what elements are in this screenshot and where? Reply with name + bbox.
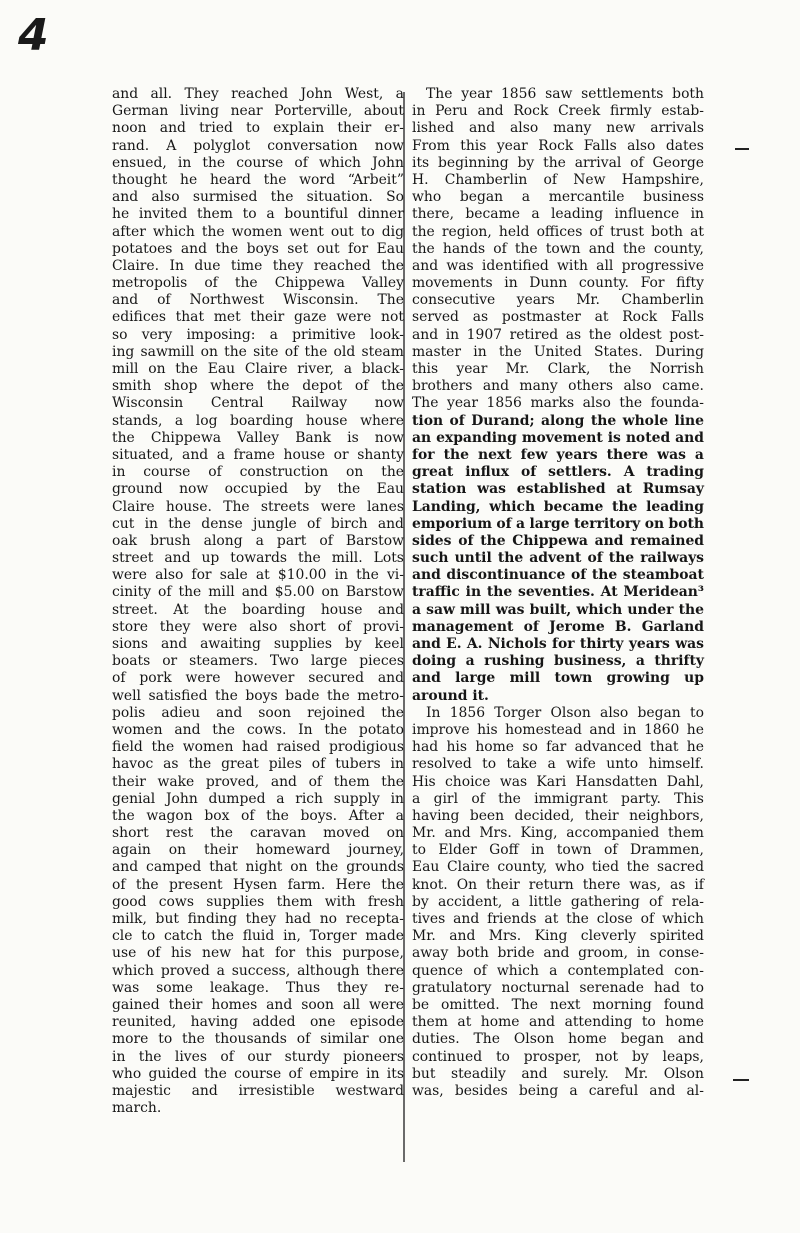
text-line: Mr. and Mrs. King cleverly spirited — [412, 928, 704, 945]
text-line: The year 1856 saw settlements both — [426, 86, 704, 102]
text-line: and was identified with all progressive — [412, 257, 704, 274]
text-line: short rest the caravan moved on — [112, 825, 404, 842]
text-line: having been decided, their neighbors, — [412, 807, 704, 824]
text-line: around it. — [412, 687, 489, 704]
text-line: by accident, a little gathering of rela- — [412, 893, 704, 910]
text-line: management of Jerome B. Garland — [412, 618, 704, 635]
text-line: of pork were however secured and — [112, 670, 404, 687]
text-line: use of his new hat for this purpose, — [112, 945, 404, 962]
text-line: more to the thousands of similar one — [112, 1031, 404, 1048]
text-line: From this year Rock Falls also dates — [412, 137, 704, 154]
text-line: station was established at Rumsay — [412, 481, 704, 498]
text-line: an expanding movement is noted and — [412, 429, 704, 446]
text-line: Claire. In due time they reached the — [112, 257, 404, 274]
text-line: and E. A. Nichols for thirty years was — [412, 636, 704, 652]
text-line: and all. They reached John West, a — [112, 86, 404, 102]
text-line: rand. A polyglot conversation now — [112, 137, 404, 154]
text-line: away both bride and groom, in conse- — [412, 945, 704, 962]
text-line: in the lives of our sturdy pioneers — [112, 1048, 404, 1065]
left-column — [112, 86, 404, 1117]
text-line: traffic in the seventies. At Meridean³ — [412, 584, 704, 601]
text-line: but steadily and surely. Mr. Olson — [412, 1065, 704, 1082]
text-line: in course of construction on the — [112, 464, 404, 481]
text-line: was, besides being a careful and al- — [412, 1082, 704, 1099]
text-line: there, became a leading influence in — [412, 206, 704, 223]
text-line: had his home so far advanced that he — [412, 739, 704, 756]
text-line: gained their homes and soon all were — [112, 996, 404, 1013]
text-line: street and up towards the mill. Lots — [112, 550, 404, 567]
text-line: the hands of the town and the county, — [412, 240, 704, 257]
text-line: knot. On their return there was, as if — [412, 876, 704, 893]
text-line: ing sawmill on the site of the old steam — [112, 343, 404, 360]
text-line: field the women had raised prodigious — [112, 739, 404, 756]
text-line: the wagon box of the boys. After a — [112, 807, 404, 824]
text-line: and discontinuance of the steamboat — [412, 567, 704, 584]
text-line: in Peru and Rock Creek firmly estab- — [412, 103, 704, 120]
text-line: be omitted. The next morning found — [412, 996, 704, 1013]
text-line: movements in Dunn county. For fifty — [412, 275, 704, 292]
text-line: potatoes and the boys set out for Eau — [112, 240, 404, 257]
text-line: so very imposing: a primitive look- — [112, 326, 404, 343]
text-line: he invited them to a bountiful dinner — [112, 206, 404, 223]
text-line: oak brush along a part of Barstow — [112, 532, 404, 549]
text-line: well satisfied the boys bade the metro- — [112, 687, 404, 704]
text-line: lished and also many new arrivals — [412, 120, 704, 137]
text-line: ground now occupied by the Eau — [112, 481, 404, 498]
margin-mark — [733, 1079, 749, 1081]
text-line: who guided the course of empire in its — [112, 1065, 404, 1082]
text-line: thought he heard the word “Arbeit” — [112, 171, 404, 188]
text-line: metropolis of the Chippewa Valley — [112, 275, 404, 292]
text-line: and of Northwest Wisconsin. The — [112, 292, 404, 309]
text-line: polis adieu and soon rejoined the — [112, 704, 404, 721]
text-line: milk, but finding they had no recepta- — [112, 911, 404, 927]
text-line: the region, held offices of trust both at — [412, 223, 704, 240]
text-line: doing a rushing business, a thrifty — [412, 653, 704, 670]
text-line: brothers and many others also came. — [412, 378, 704, 395]
text-line: again on their homeward journey, — [112, 842, 404, 859]
text-line: gratulatory nocturnal serenade had to — [412, 979, 704, 996]
text-line: majestic and irresistible westward — [112, 1082, 404, 1099]
text-line: store they were also short of provi- — [112, 618, 404, 635]
text-line: consecutive years Mr. Chamberlin — [412, 292, 704, 309]
text-line: was some leakage. Thus they re- — [112, 979, 404, 996]
text-line: tion of Durand; along the whole line — [412, 412, 704, 429]
text-line: havoc as the great piles of tubers in — [112, 756, 404, 773]
text-line: resolved to take a wife unto himself. — [412, 756, 704, 773]
text-line: master in the United States. During — [412, 343, 704, 360]
text-line: sides of the Chippewa and remained — [412, 532, 704, 549]
text-line: tives and friends at the close of which — [412, 911, 704, 927]
text-line: to Elder Goff in town of Drammen, — [412, 842, 704, 859]
text-line: this year Mr. Clark, the Norrish — [412, 361, 704, 377]
text-line: continued to prosper, not by leaps, — [412, 1048, 704, 1065]
text-line: noon and tried to explain their er- — [112, 120, 404, 137]
right-column — [412, 86, 704, 1100]
text-line: boats or steamers. Two large pieces — [112, 653, 404, 670]
text-line: German living near Porterville, about — [112, 103, 404, 120]
text-line: In 1856 Torger Olson also began to — [426, 704, 704, 721]
text-line: its beginning by the arrival of George — [412, 154, 704, 171]
text-line: and large mill town growing up — [412, 670, 704, 687]
text-line: the Chippewa Valley Bank is now — [112, 429, 404, 446]
text-line: good cows supplies them with fresh — [112, 893, 404, 910]
text-line: such until the advent of the railways — [412, 550, 704, 567]
text-line: edifices that met their gaze were not — [112, 309, 404, 326]
text-line: were also for sale at $10.00 in the vi- — [112, 567, 404, 584]
text-line: march. — [112, 1100, 162, 1117]
text-line: women and the cows. In the potato — [112, 721, 404, 738]
text-line: Landing, which became the leading — [412, 498, 704, 515]
text-line: reunited, having added one episode — [112, 1014, 404, 1031]
text-line: and camped that night on the grounds — [112, 859, 404, 876]
text-line: situated, and a frame house or shanty — [112, 446, 404, 463]
text-line: Claire house. The streets were lanes — [112, 498, 404, 515]
text-line: stands, a log boarding house where — [112, 412, 404, 429]
text-line: His choice was Kari Hansdatten Dahl, — [412, 773, 704, 790]
text-line: The year 1856 marks also the founda- — [412, 395, 704, 412]
text-line: after which the women went out to dig — [112, 223, 404, 240]
text-line: ensued, in the course of which John — [112, 154, 404, 171]
text-line: great influx of settlers. A trading — [412, 464, 704, 481]
text-line: and also surmised the situation. So — [112, 189, 404, 206]
text-line: duties. The Olson home began and — [412, 1031, 704, 1048]
text-line: quence of which a contemplated con- — [412, 962, 704, 979]
text-line: genial John dumped a rich supply in — [112, 790, 404, 807]
text-line: improve his homestead and in 1860 he — [412, 721, 704, 738]
margin-mark — [735, 148, 749, 150]
text-line: cut in the dense jungle of birch and — [112, 515, 404, 532]
text-line: cinity of the mill and $5.00 on Barstow — [112, 584, 404, 601]
text-line: emporium of a large territory on both — [412, 515, 704, 532]
text-line: cle to catch the fluid in, Torger made — [112, 928, 404, 945]
text-line: which proved a success, although there — [112, 962, 404, 979]
text-line: sions and awaiting supplies by keel — [112, 636, 404, 652]
text-line: Wisconsin Central Railway now — [112, 395, 404, 412]
text-line: of the present Hysen farm. Here the — [112, 876, 404, 893]
text-line: a girl of the immigrant party. This — [412, 790, 704, 807]
page-number: 4 — [18, 10, 49, 61]
text-line: and in 1907 retired as the oldest post- — [412, 326, 704, 343]
text-line: their wake proved, and of them the — [112, 773, 404, 790]
text-line: Mr. and Mrs. King, accompanied them — [412, 825, 704, 842]
text-line: Eau Claire county, who tied the sacred — [412, 859, 704, 876]
text-line: smith shop where the depot of the — [112, 378, 404, 395]
text-line: who began a mercantile business — [412, 189, 704, 206]
text-line: street. At the boarding house and — [112, 601, 404, 618]
text-line: them at home and attending to home — [412, 1014, 704, 1031]
text-line: mill on the Eau Claire river, a black- — [112, 361, 404, 377]
text-line: H. Chamberlin of New Hampshire, — [412, 171, 704, 188]
text-line: a saw mill was built, which under the — [412, 601, 704, 618]
text-line: for the next few years there was a — [412, 446, 704, 463]
text-line: served as postmaster at Rock Falls — [412, 309, 704, 326]
